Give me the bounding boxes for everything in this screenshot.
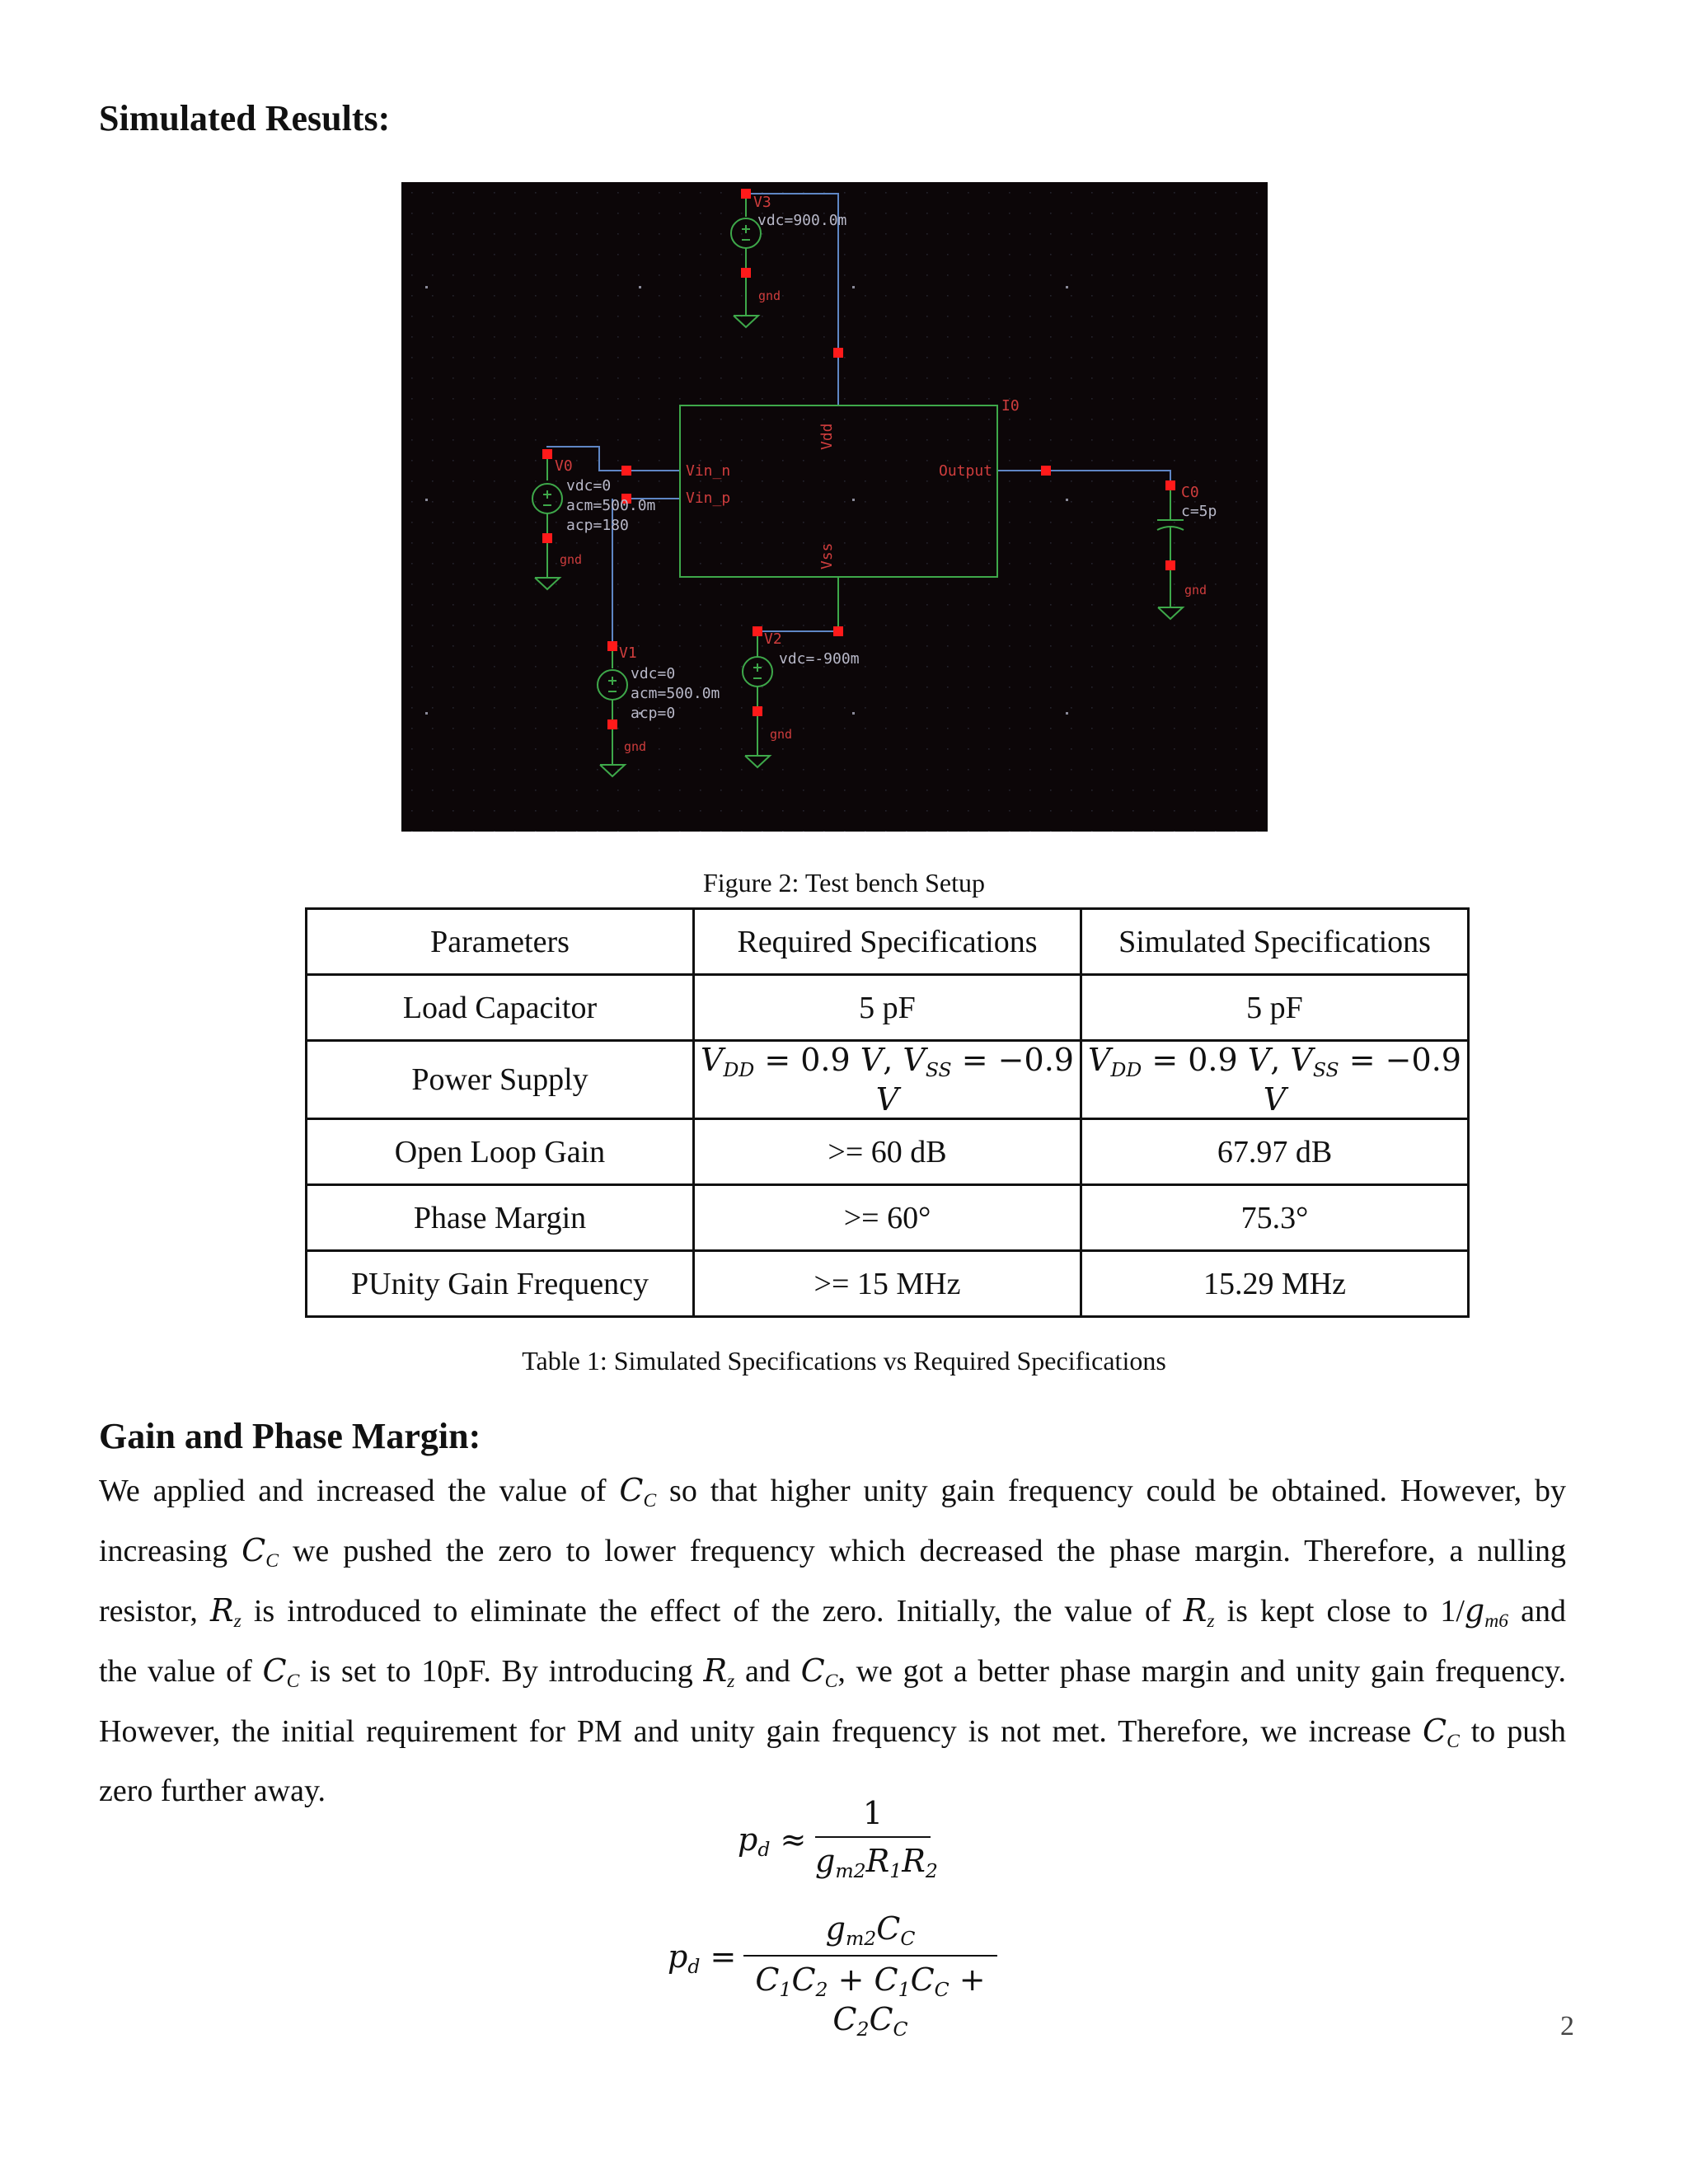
table-cell-simulated: 5 pF xyxy=(1081,975,1469,1041)
v1-name: V1 xyxy=(619,644,637,662)
c0-param: c=5p xyxy=(1181,503,1217,520)
table-row xyxy=(307,1119,1469,1185)
table-header-cell: Required Specifications xyxy=(694,909,1081,975)
table-cell-required: >= 15 MHz xyxy=(694,1251,1081,1317)
v1-param-1: vdc=0 xyxy=(631,665,676,682)
figure-caption: Figure 2: Test bench Setup xyxy=(702,868,985,898)
table-cell-param: Load Capacitor xyxy=(307,975,694,1041)
pin-label-vdd: Vdd xyxy=(818,423,836,450)
table-cell-simulated: 75.3° xyxy=(1081,1185,1469,1251)
body-paragraph: We applied and increased the value of $C_C$ so that higher unity gain frequency could be obtained. However, by increasing $C_C$ we pushed the zero to lower frequency which decreased the phase margin. Therefore, a nulling resistor, $R_z$ is introduced to eliminate the effect of the zero. Initially, the value of $R_z$ is kept close to $1/g_{m6}$ and the value of $C_C$ is set to 10pF. By introducing $R_z$ and $C_C$, we got a better phase margin and unity gain frequency. However, the initial requirement for PM and unity gain frequency is not met. Therefore, we increase $C_C$ to push zero further away. xyxy=(99,1472,1567,1809)
v3-gnd: gnd xyxy=(758,288,781,303)
pin-label-output: Output xyxy=(939,462,993,480)
equation-pd-approx: $p_d$ ≈ $\frac{1}{g_{m2}R_1R_2}$ xyxy=(738,1795,938,1883)
table-cell-simulated: 67.97 dB xyxy=(1081,1119,1469,1185)
table-row xyxy=(307,1251,1469,1317)
table-caption: Table 1: Simulated Specifications vs Required Specifications xyxy=(522,1346,1166,1376)
table-row xyxy=(307,1041,1469,1119)
v0-param-2: acm=500.0m xyxy=(566,497,656,514)
table-cell-param: PUnity Gain Frequency xyxy=(307,1251,694,1317)
table-cell-simulated: 15.29 MHz xyxy=(1081,1251,1469,1317)
page-number: 2 xyxy=(1560,2011,1574,2041)
v0-param-3: acp=180 xyxy=(566,517,629,534)
v0-name: V0 xyxy=(555,457,573,475)
v2-name: V2 xyxy=(764,630,782,648)
v1-param-2: acm=500.0m xyxy=(631,685,720,702)
pin-label-vin-p: Vin_p xyxy=(686,490,731,507)
section-heading-gain-phase: Gain and Phase Margin: xyxy=(99,1416,481,1456)
v2-gnd: gnd xyxy=(770,727,793,742)
table-cell-required: $V_{DD} = 0.9$ V, $V_{SS} = -0.9$ V xyxy=(694,1041,1081,1119)
table-row xyxy=(307,975,1469,1041)
table-header-cell: Simulated Specifications xyxy=(1081,909,1469,975)
table-cell-simulated: $V_{DD} = 0.9$ V, $V_{SS} = -0.9$ V xyxy=(1081,1041,1469,1119)
table-cell-required: >= 60 dB xyxy=(694,1119,1081,1185)
table-header-row xyxy=(307,909,1469,975)
v0-param-1: vdc=0 xyxy=(566,477,612,494)
v1-gnd: gnd xyxy=(624,739,647,754)
c0-gnd: gnd xyxy=(1184,583,1207,598)
table-cell-required: >= 60° xyxy=(694,1185,1081,1251)
equation-pd-exact: $p_d$ = $\frac{g_{m2}C_C}{C_1C_2 + C_1C_C + C_2C_C}$ xyxy=(668,1910,1014,2009)
table-row xyxy=(307,1185,1469,1251)
table-header-cell: Parameters xyxy=(307,909,694,975)
spec-table xyxy=(305,907,1470,1318)
table-cell-param: Open Loop Gain xyxy=(307,1119,694,1185)
v1-param-3: acp=0 xyxy=(631,705,676,722)
c0-name: C0 xyxy=(1181,484,1199,501)
section-heading-simulated-results: Simulated Results: xyxy=(99,98,391,138)
v3-param: vdc=900.0m xyxy=(757,212,847,229)
pin-label-vss: Vss xyxy=(818,542,836,569)
table-cell-param: Phase Margin xyxy=(307,1185,694,1251)
table-cell-required: 5 pF xyxy=(694,975,1081,1041)
pin-label-vin-n: Vin_n xyxy=(686,462,731,480)
v3-name: V3 xyxy=(753,194,771,211)
table-cell-param: Power Supply xyxy=(307,1041,694,1119)
block-name-label: I0 xyxy=(1001,397,1020,415)
v0-gnd: gnd xyxy=(560,552,583,567)
v2-param: vdc=-900m xyxy=(779,650,860,668)
testbench-schematic xyxy=(401,182,1268,832)
